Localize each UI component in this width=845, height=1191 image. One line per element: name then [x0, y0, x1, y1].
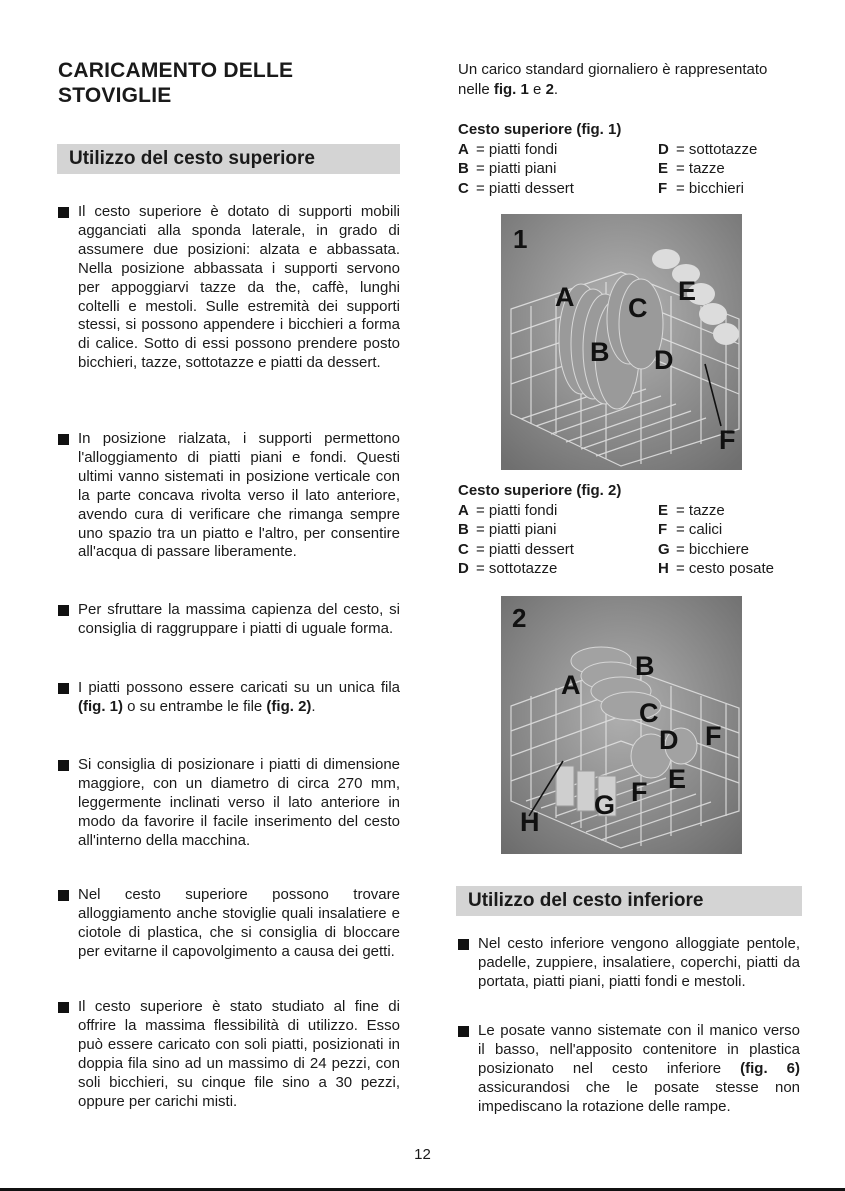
legend-value: = piatti piani	[476, 160, 557, 178]
text-run: I piatti possono essere caricati su un unica fila	[78, 679, 400, 696]
legend-key: C	[458, 540, 469, 558]
legend-row	[458, 520, 574, 539]
bullet-paragraph	[58, 756, 400, 851]
paragraph-text: Il cesto superiore è stato studiato al fine di offrire la massima flessibilità di utilizzo. Esso può essere caricato con soli piatti, posizionati in doppia fila sino ad un massimo di 24 pezzi, con soli bicchieri, su cinque file sino a 30 pezzi, oppure per carichi misti.	[78, 998, 400, 1110]
legend-key: A	[458, 502, 469, 519]
legend-value: = piatti piani	[476, 521, 557, 539]
paragraph-text: In posizione rialzata, i supporti permettono l'alloggiamento di piatti piani e fondi. Questi ultimi vanno sistemati in posizione verticale con la parte concava rivolta verso il lato anteriore, avendo cura di verificare che rimanga sempre uno spazio tra un piatto e l'altro, per consentire all'acqua di passare liberamente.	[78, 430, 400, 561]
fig2-label-f-right: F	[705, 721, 722, 751]
fig2-label-h: H	[520, 807, 540, 837]
legend-key: B	[458, 160, 469, 178]
fig1-label-d: D	[654, 345, 674, 375]
text-run: o su entrambe le file	[123, 697, 267, 715]
legend-row	[658, 179, 757, 198]
figure-number: 2	[512, 603, 527, 633]
legend-key: F	[658, 521, 668, 539]
legend-value: = sottotazze	[676, 141, 758, 158]
bullet-paragraph	[458, 1022, 800, 1117]
legend-key: H	[658, 559, 669, 577]
legend-row	[658, 501, 774, 520]
legend-row	[658, 540, 774, 559]
bullet-paragraph	[58, 679, 400, 717]
paragraph-text	[78, 679, 400, 715]
legend-column-right	[658, 501, 774, 578]
bullet-paragraph	[58, 998, 400, 1111]
legend-row	[658, 159, 757, 178]
figure-reference: 2	[545, 81, 554, 98]
fig2-label-e: E	[668, 764, 687, 794]
fig2-label-a: A	[561, 670, 581, 700]
fig2-label-c: C	[639, 698, 659, 728]
bullet-paragraph	[58, 601, 400, 639]
text-run: assicurandosi che le posate stesse non impediscano la rotazione delle rampe.	[478, 1078, 800, 1115]
fig2-label-d: D	[659, 725, 679, 755]
figure-reference: (fig. 1)	[78, 697, 123, 715]
bullet-square	[458, 939, 469, 950]
fig1-legend	[458, 140, 803, 200]
legend-column-left	[458, 501, 574, 578]
fig1-basket-illustration	[501, 214, 742, 470]
intro-text	[458, 60, 798, 100]
legend-row	[458, 501, 574, 520]
text-run: .	[553, 81, 559, 98]
text-run: e	[528, 81, 546, 98]
bullet-paragraph	[58, 203, 400, 373]
text-run: Un carico standard giornaliero è rappresentato nelle	[458, 61, 768, 98]
figure-number: 1	[513, 224, 528, 254]
legend-row	[658, 520, 774, 539]
legend-key: D	[658, 141, 669, 158]
legend-value: = piatti dessert	[476, 179, 574, 197]
fig1-label-a: A	[555, 282, 575, 312]
text-run: .	[311, 697, 316, 715]
fig1-label-e: E	[678, 276, 697, 306]
text-run: Le posate vanno sistemate con il manico verso il basso, nell'apposito contenitore in plastica posizionato nel cesto inferiore	[478, 1022, 800, 1077]
fig1-photo	[501, 214, 742, 470]
bullet-square	[58, 683, 69, 694]
fig2-legend-title: Cesto superiore (fig. 2)	[458, 482, 622, 499]
bullet-square	[58, 890, 69, 901]
legend-column-left	[458, 140, 574, 198]
fig2-photo	[501, 596, 742, 854]
legend-value: = tazze	[676, 502, 725, 519]
fig1-label-b: B	[590, 337, 610, 367]
legend-row	[458, 140, 574, 159]
legend-key: E	[658, 502, 669, 519]
fig2-legend	[458, 501, 803, 581]
legend-key: C	[458, 179, 469, 197]
paragraph-text: Nel cesto superiore possono trovare alloggiamento anche stoviglie quali insalatiere e ciotole di plastica, che si consiglia di bloccare per evitarne il capovolgimento a causa dei getti.	[78, 886, 400, 960]
legend-row	[458, 559, 574, 578]
legend-value: = piatti fondi	[476, 141, 558, 158]
figure-reference: fig. 1	[493, 81, 529, 98]
fig2-basket-illustration	[501, 596, 742, 854]
page-number: 12	[414, 1146, 431, 1163]
paragraph-text: Per sfruttare la massima capienza del cesto, si consiglia di raggruppare i piatti di uguale forma.	[78, 601, 400, 637]
fig1-label-c: C	[628, 293, 648, 323]
legend-key: A	[458, 141, 469, 158]
fig2-label-f: F	[631, 777, 648, 807]
fig1-legend-title: Cesto superiore (fig. 1)	[458, 121, 622, 138]
legend-key: E	[658, 160, 669, 178]
legend-key: B	[458, 521, 469, 539]
legend-value: = bicchiere	[676, 540, 749, 558]
bullet-paragraph	[458, 935, 800, 992]
bullet-square	[58, 605, 69, 616]
figure-reference: (fig. 2)	[266, 697, 312, 715]
page-title: CARICAMENTO DELLE STOVIGLIE	[58, 59, 294, 107]
figure-reference: (fig. 6)	[740, 1059, 800, 1077]
legend-value: = sottotazze	[476, 559, 558, 577]
legend-row	[658, 559, 774, 578]
bullet-paragraph	[58, 886, 400, 962]
section-header-lower-basket: Utilizzo del cesto inferiore	[456, 886, 802, 916]
legend-key: F	[658, 179, 668, 197]
fig2-label-b: B	[635, 651, 655, 681]
bullet-square	[58, 207, 69, 218]
legend-value: = piatti dessert	[476, 540, 574, 558]
legend-value: = calici	[676, 521, 723, 539]
paragraph-text: Il cesto superiore è dotato di supporti mobili agganciati alla sponda laterale, in grado di assumere due posizioni: alzata e abbassata. Nella posizione abbassata i supporti servono per appoggiarvi tazze da the, caffè, lunghi coltelli e mestoli. Sulle estremità dei supporti stessi, si possono appendere i bicchieri a forma di calice. Sotto di essi possono prendere posto bicchieri, tazze, sottotazze e piatti da dessert.	[78, 203, 400, 372]
legend-key: D	[458, 559, 469, 577]
legend-value: = cesto posate	[676, 559, 774, 577]
legend-key: G	[658, 540, 670, 558]
legend-row	[458, 179, 574, 198]
legend-row	[458, 540, 574, 559]
bullet-paragraph	[58, 430, 400, 562]
legend-row	[458, 159, 574, 178]
bullet-square	[58, 434, 69, 445]
paragraph-text: Nel cesto inferiore vengono alloggiate pentole, padelle, zuppiere, insalatiere, coperchi, piatti da portata, piatti piani, piatti fondi e mestoli.	[478, 935, 800, 990]
paragraph-text: Si consiglia di posizionare i piatti di dimensione maggiore, con un diametro di circa 270 mm, leggermente inclinati verso il lato anteriore in modo da favorire il facile inserimento del cesto all'interno della macchina.	[78, 756, 400, 849]
legend-value: = piatti fondi	[476, 502, 558, 519]
legend-value: = bicchieri	[676, 179, 744, 197]
bullet-square	[58, 1002, 69, 1013]
bullet-square	[458, 1026, 469, 1037]
fig2-label-g: G	[594, 790, 616, 820]
bullet-square	[58, 760, 69, 771]
legend-value: = tazze	[676, 160, 725, 178]
legend-row	[658, 140, 757, 159]
fig1-label-f: F	[719, 425, 736, 455]
paragraph-text	[478, 1022, 800, 1115]
legend-column-right	[658, 140, 757, 198]
section-header-upper-basket: Utilizzo del cesto superiore	[57, 144, 400, 174]
